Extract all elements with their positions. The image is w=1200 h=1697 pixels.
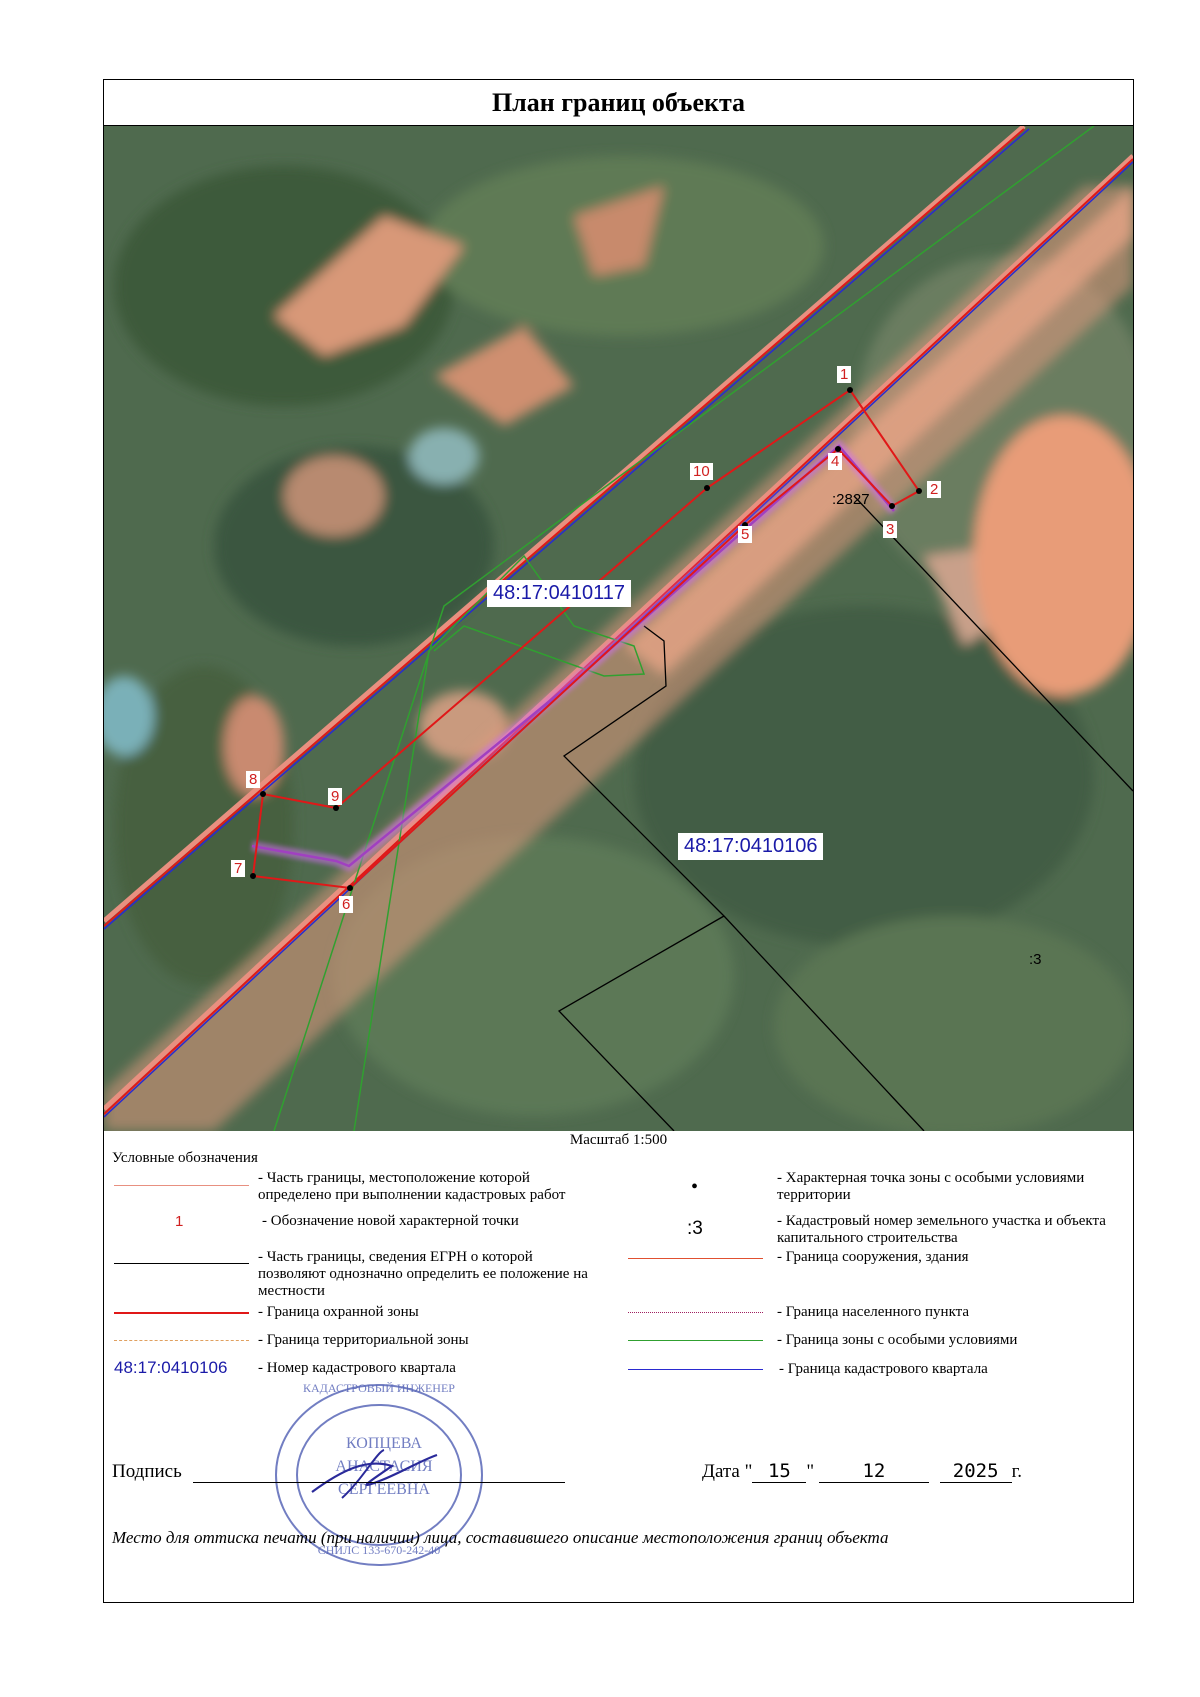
point-label-4: 4: [828, 453, 842, 470]
legend-symbol-work-boundary: [114, 1185, 249, 1186]
stamp-name-line-3: СЕРГЕЕВНА: [338, 1481, 430, 1498]
quarter-label-0410106: 48:17:0410106: [678, 833, 823, 860]
legend-text-parcel-number: - Кадастровый номер земельного участка и объекта капитального строительства: [777, 1213, 1106, 1246]
point-label-2: 2: [927, 481, 941, 498]
point-label-7: 7: [231, 860, 245, 877]
legend-text-protection-zone: - Граница охранной зоны: [258, 1304, 419, 1320]
legend-text-zone-point: - Характерная точка зоны с особыми условиями территории: [777, 1170, 1085, 1203]
map-svg: [104, 126, 1133, 1131]
date-label: Дата: [702, 1461, 740, 1482]
plan-title: План границ объекта: [104, 80, 1133, 126]
date-year[interactable]: 2025: [940, 1460, 1012, 1483]
legend-symbol-egrn-boundary: [114, 1263, 249, 1264]
legend-text-special-zone: - Граница зоны с особыми условиями: [777, 1332, 1018, 1348]
signature-label: Подпись: [112, 1461, 182, 1482]
legend-text-building-boundary: - Граница сооружения, здания: [777, 1249, 969, 1265]
legend-text-work-boundary: - Часть границы, местоположение которой определено при выполнении кадастровых работ: [258, 1170, 566, 1203]
map-area: [104, 126, 1133, 1131]
plan-frame: [103, 79, 1134, 1603]
legend-symbol-quarter-number: 48:17:0410106: [114, 1358, 228, 1377]
map-scale: Масштаб 1:500: [569, 1132, 668, 1148]
date-open-quote: ": [744, 1461, 753, 1482]
legend-symbol-special-zone: [628, 1340, 763, 1341]
seal-note: Место для оттиска печати (при наличии) лица, составившего описание местоположения границ объекта: [112, 1528, 889, 1547]
legend-symbol-new-point: 1: [175, 1213, 184, 1230]
legend-symbol-parcel-number: :3: [687, 1218, 703, 1239]
point-label-10: 10: [690, 463, 713, 480]
legend-symbol-settlement-boundary: [628, 1312, 763, 1313]
date-year-suffix: г.: [1011, 1461, 1023, 1482]
legend-text-egrn-boundary: - Часть границы, сведения ЕГРН о которой позволяют однозначно определить ее положение на местности: [258, 1249, 588, 1299]
point-label-8: 8: [246, 771, 260, 788]
date-row: [702, 1460, 1022, 1483]
legend-text-quarter-number: - Номер кадастрового квартала: [258, 1360, 456, 1376]
point-label-1: 1: [837, 366, 851, 383]
parcel-label-3: :3: [1029, 951, 1042, 968]
stamp-snils: СНИЛС 133-670-242-40: [317, 1543, 441, 1557]
legend-text-settlement-boundary: - Граница населенного пункта: [777, 1304, 970, 1320]
date-month[interactable]: 12: [819, 1460, 929, 1483]
legend-title: Условные обозначения: [112, 1150, 258, 1166]
quarter-label-0410117: 48:17:0410117: [487, 580, 631, 607]
stamp-name-line-2: АНАСТАСИЯ: [335, 1458, 433, 1475]
point-label-6: 6: [339, 896, 353, 913]
signature-row: [112, 1460, 565, 1483]
stamp-ring-text: КАДАСТРОВЫЙ ИНЖЕНЕР: [303, 1381, 455, 1395]
point-label-9: 9: [328, 788, 342, 805]
legend-symbol-building-boundary: [628, 1258, 763, 1259]
legend-symbol-quarter-boundary: [628, 1369, 763, 1370]
signature-field[interactable]: [193, 1460, 565, 1483]
legend-text-new-point: - Обозначение новой характерной точки: [262, 1213, 519, 1229]
legend-symbol-zone-point: •: [691, 1176, 699, 1198]
date-close-quote: ": [806, 1461, 819, 1482]
date-day[interactable]: 15: [752, 1460, 806, 1483]
legend-symbol-territorial-zone: [114, 1340, 249, 1341]
point-label-5: 5: [738, 526, 752, 543]
stamp-name-line-1: КОПЦЕВА: [346, 1435, 422, 1452]
point-label-3: 3: [883, 521, 897, 538]
legend-text-territorial-zone: - Граница территориальной зоны: [258, 1332, 469, 1348]
parcel-label-2827: :2827: [832, 491, 870, 508]
legend-text-quarter-boundary: - Граница кадастрового квартала: [779, 1361, 988, 1377]
legend-symbol-protection-zone: [114, 1312, 249, 1314]
